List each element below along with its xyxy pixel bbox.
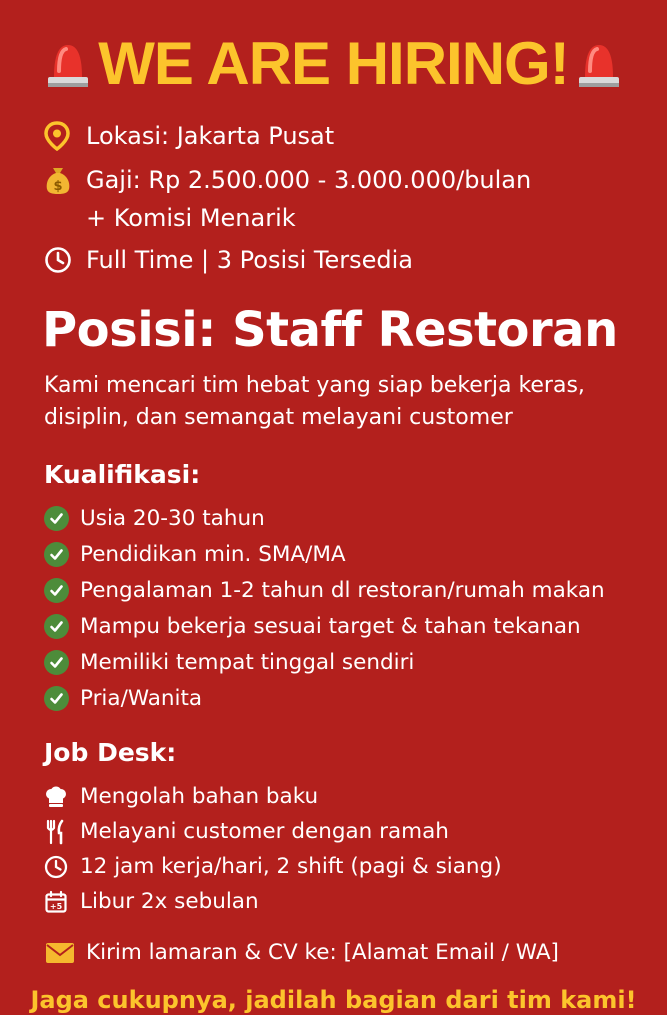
list-item	[44, 644, 605, 680]
commission-text: + Komisi Menarik	[86, 204, 296, 232]
check-icon	[44, 650, 69, 675]
siren-icon	[44, 37, 92, 91]
jobdesk-heading: Job Desk:	[44, 738, 177, 767]
list-item	[44, 779, 502, 814]
location-text: Lokasi: Jakarta Pusat	[86, 122, 335, 150]
qualification-text: Mampu bekerja sesuai target & tahan tekanan	[80, 613, 581, 639]
header-banner	[0, 28, 667, 100]
qualification-text: Pengalaman 1-2 tahun dl restoran/rumah makan	[80, 577, 605, 603]
jobdesk-text: Libur 2x sebulan	[80, 889, 259, 914]
location-pin-icon	[44, 118, 74, 154]
svg-text:$: $	[53, 179, 63, 194]
qualifications-heading: Kualifikasi:	[44, 460, 201, 489]
schedule-row	[44, 242, 413, 278]
envelope-icon	[44, 939, 76, 967]
position-title: Posisi: Staff Restoran	[42, 302, 618, 358]
contact-text: Kirim lamaran & CV ke: [Alamat Email / WA]	[86, 940, 559, 965]
qualification-text: Pria/Wanita	[80, 685, 203, 711]
check-icon	[44, 578, 69, 603]
clock-icon	[44, 242, 74, 278]
qualification-text: Pendidikan min. SMA/MA	[80, 541, 346, 567]
list-item	[44, 536, 605, 572]
check-icon	[44, 542, 69, 567]
check-icon	[44, 686, 69, 711]
fork-knife-icon	[44, 818, 68, 846]
check-icon	[44, 506, 69, 531]
hiring-headline: WE ARE HIRING!	[98, 30, 569, 97]
jobdesk-text: Melayani customer dengan ramah	[80, 819, 449, 844]
list-item	[44, 814, 502, 849]
schedule-text: Full Time | 3 Posisi Tersedia	[86, 246, 414, 274]
calendar-icon	[44, 888, 68, 916]
salary-row	[44, 162, 531, 198]
list-item	[44, 572, 605, 608]
svg-text:+5: +5	[49, 901, 63, 911]
jobdesk-text: Mengolah bahan baku	[80, 784, 319, 809]
list-item	[44, 500, 605, 536]
list-item	[44, 849, 502, 884]
position-intro	[44, 370, 644, 434]
intro-line: disiplin, dan semangat melayani customer	[44, 405, 513, 430]
clock-icon	[44, 853, 68, 881]
list-item	[44, 680, 605, 716]
salary-text: Gaji: Rp 2.500.000 - 3.000.000/bulan	[86, 166, 532, 194]
footer-tagline: Jaga cukupnya, jadilah bagian dari tim kami!	[30, 986, 637, 1014]
list-item	[44, 884, 502, 919]
check-icon	[44, 614, 69, 639]
chef-hat-icon	[44, 783, 68, 811]
jobdesk-list	[44, 779, 502, 919]
siren-icon	[575, 37, 623, 91]
intro-line: Kami mencari tim hebat yang siap bekerja keras,	[44, 373, 585, 398]
location-row	[44, 118, 334, 154]
money-bag-icon	[44, 162, 74, 198]
jobdesk-text: 12 jam kerja/hari, 2 shift (pagi & siang)	[80, 854, 502, 879]
list-item	[44, 608, 605, 644]
qualifications-list	[44, 500, 605, 716]
qualification-text: Usia 20-30 tahun	[80, 505, 265, 531]
contact-row	[44, 936, 559, 970]
qualification-text: Memiliki tempat tinggal sendiri	[80, 649, 415, 675]
